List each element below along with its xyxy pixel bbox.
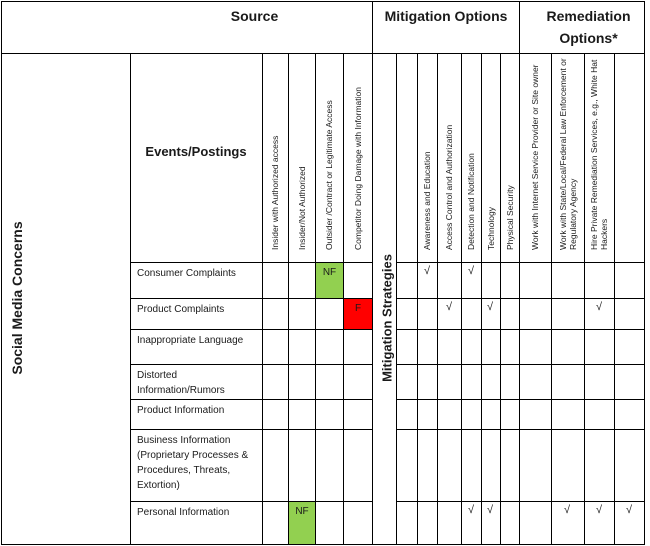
- mitigation-col-header: Awareness and Education: [422, 151, 432, 250]
- event-label: Business Information (Proprietary Processes & Procedures, Threats, Extortion): [137, 435, 249, 491]
- check-mark: √: [423, 265, 431, 277]
- check-mark: √: [486, 301, 494, 313]
- grid-line: [396, 364, 644, 365]
- event-label: Distorted Information/Rumors: [137, 370, 225, 396]
- badge-cell: F: [344, 299, 372, 329]
- mitigation-col-header: Detection and Notification: [466, 153, 476, 250]
- mitigation-strategies-label: Mitigation Strategies: [379, 254, 395, 382]
- remediation-col-header: Hire Private Remediation Services, e.g., White Hat Hackers: [589, 59, 609, 250]
- source-col-header: Insider with Authorized access: [270, 135, 280, 250]
- event-label: Product Information: [137, 405, 225, 416]
- badge-cell: NF: [289, 502, 315, 544]
- source-col-header: Outsider /Contract or Legitimate Access: [324, 100, 334, 250]
- source-header: Source: [230, 8, 279, 24]
- grid-line: [396, 501, 644, 502]
- grid-line: [396, 262, 644, 263]
- grid-line: [1, 544, 645, 545]
- grid-line: [396, 298, 644, 299]
- mitigation-options-header: Mitigation Options: [384, 8, 508, 24]
- mitigation-col-header: Technology: [485, 206, 496, 250]
- grid-line: [396, 399, 644, 400]
- source-col-header: Insider/Not Authorized: [296, 166, 307, 250]
- grid-line: [396, 429, 644, 430]
- grid-line: [130, 501, 372, 502]
- grid-line: [396, 329, 644, 330]
- grid-line: [130, 429, 372, 430]
- grid-line: [1, 1, 645, 2]
- grid-line: [130, 329, 372, 330]
- grid-line: [130, 364, 372, 365]
- grid-line: [130, 298, 372, 299]
- event-label: Personal Information: [137, 507, 230, 518]
- grid-line: [1, 1, 2, 544]
- events-postings-heading: Events/Postings: [145, 144, 247, 159]
- event-label: Product Complaints: [137, 304, 225, 315]
- mitigation-col-header: Access Control and Authorization: [444, 124, 454, 250]
- remediation-col-header: Work with Internet Service Provider or Site owner: [530, 64, 540, 250]
- event-label: Consumer Complaints: [137, 268, 236, 279]
- check-mark: √: [445, 301, 453, 313]
- remediation-options-header: Remediation Options*: [546, 8, 631, 46]
- check-mark: √: [467, 265, 475, 277]
- check-mark: √: [467, 504, 475, 516]
- grid-line: [1, 53, 645, 54]
- check-mark: √: [595, 301, 603, 313]
- grid-line: [130, 399, 372, 400]
- check-mark: √: [595, 504, 603, 516]
- badge-cell: NF: [316, 263, 343, 298]
- grid-line: [644, 1, 645, 545]
- mitigation-col-header: Physical Security: [504, 185, 515, 250]
- remediation-col-header: Work with State/Local/Federal Law Enforcement or Regulatory Agency: [557, 58, 578, 250]
- event-label: Inappropriate Language: [137, 335, 244, 346]
- grid-line: [372, 1, 373, 544]
- check-mark: √: [625, 504, 633, 516]
- social-media-concerns-label: Social Media Concerns: [9, 221, 25, 375]
- grid-line: [519, 1, 520, 544]
- check-mark: √: [486, 504, 494, 516]
- source-col-header: Competitor Doing Damage with Information: [352, 87, 363, 250]
- check-mark: √: [563, 504, 571, 516]
